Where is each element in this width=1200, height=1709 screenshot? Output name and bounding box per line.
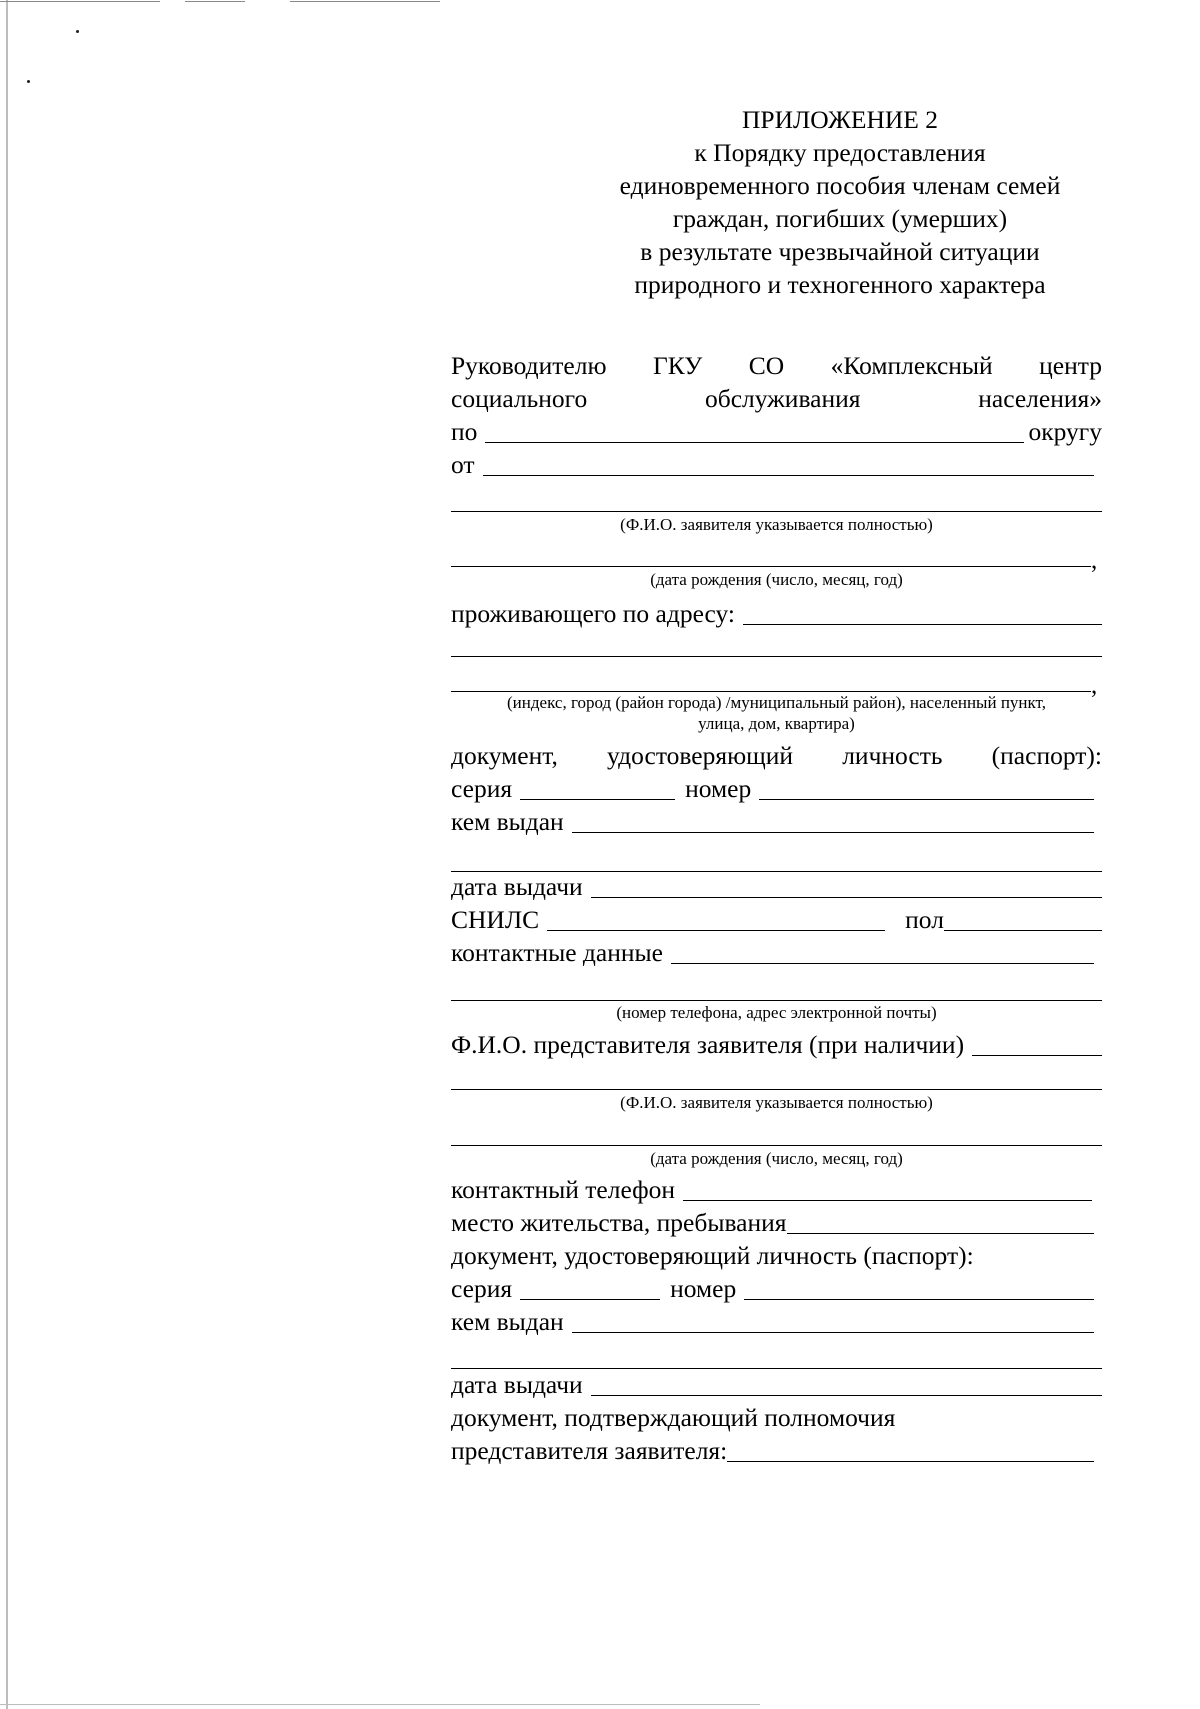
comma: , — [1091, 672, 1098, 699]
rep-fio-field[interactable] — [972, 1030, 1102, 1056]
applicant-series-row — [451, 772, 1102, 805]
applicant-fio-caption: (Ф.И.О. заявителя указывается полностью) — [620, 515, 933, 534]
address-row — [451, 597, 1102, 630]
rep-phone-field[interactable] — [683, 1175, 1092, 1201]
contacts-field[interactable] — [671, 938, 1094, 964]
appendix-subtitle-line: единовременного пособия членам семей — [619, 171, 1061, 200]
scan-edge-top — [290, 1, 440, 2]
doc-word: личность — [842, 741, 943, 770]
address-label: проживающего по адресу: — [451, 599, 735, 628]
rep-issue-date-field[interactable] — [591, 1370, 1102, 1396]
applicant-fio-field[interactable] — [451, 511, 1102, 512]
rep-doc-row: документ, удостоверяющий личность (паспорт): — [451, 1241, 974, 1270]
addressee-line-1 — [451, 349, 1102, 382]
rep-issued-by-field[interactable] — [572, 1307, 1094, 1333]
rep-residence-row — [451, 1206, 1102, 1239]
doc-word: удостоверяющий — [607, 741, 794, 770]
addressee-word: населения» — [978, 384, 1102, 413]
rep-residence-label: место жительства, пребывания — [451, 1208, 787, 1237]
appendix-subtitle-line: в результате чрезвычайной ситуации — [640, 237, 1040, 266]
number-field[interactable] — [759, 774, 1094, 800]
series-field[interactable] — [520, 774, 675, 800]
rep-phone-label: контактный телефон — [451, 1175, 675, 1204]
rep-fio-row — [451, 1028, 1102, 1061]
district-field[interactable] — [485, 417, 1024, 443]
addressee-word: «Комплексный — [830, 351, 993, 380]
rep-phone-row — [451, 1173, 1102, 1206]
addressee-word: социального — [451, 384, 588, 413]
rep-fio-label: Ф.И.О. представителя заявителя (при наличии) — [451, 1030, 965, 1059]
contacts-row — [451, 936, 1102, 969]
rep-series-row — [451, 1272, 1102, 1305]
district-row — [451, 415, 1102, 448]
applicant-doc-row — [451, 739, 1102, 772]
scan-edge-bottom — [0, 1704, 760, 1705]
address-field-line-2[interactable] — [451, 656, 1102, 657]
addressee-word: СО — [748, 351, 785, 380]
address-field-line-3[interactable] — [451, 691, 1091, 692]
rep-issued-row — [451, 1305, 1102, 1338]
address-caption-line-2: улица, дом, квартира) — [698, 714, 855, 733]
appendix-subtitle-line: природного и техногенного характера — [634, 270, 1046, 299]
issue-date-field[interactable] — [591, 872, 1102, 898]
applicant-birth-caption: (дата рождения (число, месяц, год) — [650, 570, 903, 589]
snils-label: СНИЛС — [451, 905, 540, 934]
scan-edge-top — [0, 1, 160, 2]
rep-fio-caption: (Ф.И.О. заявителя указывается полностью) — [620, 1093, 933, 1112]
addressee-line-2 — [451, 382, 1102, 415]
rep-authority-field[interactable] — [727, 1436, 1094, 1462]
series-label: серия — [451, 1274, 513, 1303]
comma: , — [1091, 547, 1098, 574]
from-field[interactable] — [483, 450, 1094, 476]
rep-series-field[interactable] — [520, 1274, 660, 1300]
number-label: номер — [685, 774, 752, 803]
okrug-label: округу — [1028, 417, 1102, 446]
appendix-subtitle-line: к Порядку предоставления — [694, 138, 986, 167]
snils-row — [451, 903, 1102, 936]
rep-fio-field-line-2[interactable] — [451, 1089, 1102, 1090]
po-label: по — [451, 417, 478, 446]
contacts-caption: (номер телефона, адрес электронной почты) — [616, 1003, 937, 1022]
doc-word: документ, — [451, 741, 558, 770]
contacts-label: контактные данные — [451, 938, 663, 967]
rep-authority-row — [451, 1434, 1102, 1467]
contacts-field-line-2[interactable] — [451, 1000, 1102, 1001]
rep-birth-caption: (дата рождения (число, месяц, год) — [650, 1149, 903, 1168]
issued-by-label: кем выдан — [451, 1307, 564, 1336]
rep-issue-date-row — [451, 1368, 1102, 1401]
applicant-issue-date-row — [451, 870, 1102, 903]
issued-by-field[interactable] — [572, 807, 1094, 833]
scan-edge-left — [6, 0, 8, 1709]
rep-number-field[interactable] — [744, 1274, 1094, 1300]
sex-field[interactable] — [944, 905, 1102, 931]
rep-authority-line-1: документ, подтверждающий полномочия — [451, 1403, 896, 1432]
doc-word: (паспорт): — [991, 741, 1102, 770]
snils-field[interactable] — [547, 905, 885, 931]
addressee-word: Руководителю — [451, 351, 607, 380]
applicant-birth-field[interactable] — [451, 566, 1091, 567]
address-field[interactable] — [743, 599, 1102, 625]
from-label: от — [451, 450, 475, 479]
addressee-word: ГКУ — [652, 351, 703, 380]
appendix-header — [560, 103, 1120, 301]
from-row — [451, 448, 1102, 481]
address-caption-line-1: (индекс, город (район города) /муниципальный район), населенный пункт, — [507, 693, 1046, 712]
addressee-word: центр — [1039, 351, 1102, 380]
applicant-issued-row — [451, 805, 1102, 838]
issued-by-label: кем выдан — [451, 807, 564, 836]
appendix-title: ПРИЛОЖЕНИЕ 2 — [741, 105, 939, 134]
rep-authority-label: представителя заявителя: — [451, 1436, 728, 1465]
scan-speck — [76, 30, 79, 33]
rep-birth-field[interactable] — [451, 1145, 1102, 1146]
sex-label: пол — [905, 905, 944, 934]
scan-speck — [27, 80, 30, 83]
appendix-subtitle-line: граждан, погибших (умерших) — [672, 204, 1008, 233]
scan-edge-top — [185, 1, 245, 2]
addressee-word: обслуживания — [705, 384, 861, 413]
number-label: номер — [670, 1274, 737, 1303]
rep-residence-field[interactable] — [787, 1208, 1094, 1234]
series-label: серия — [451, 774, 513, 803]
issue-date-label: дата выдачи — [451, 1370, 583, 1399]
issue-date-label: дата выдачи — [451, 872, 583, 901]
